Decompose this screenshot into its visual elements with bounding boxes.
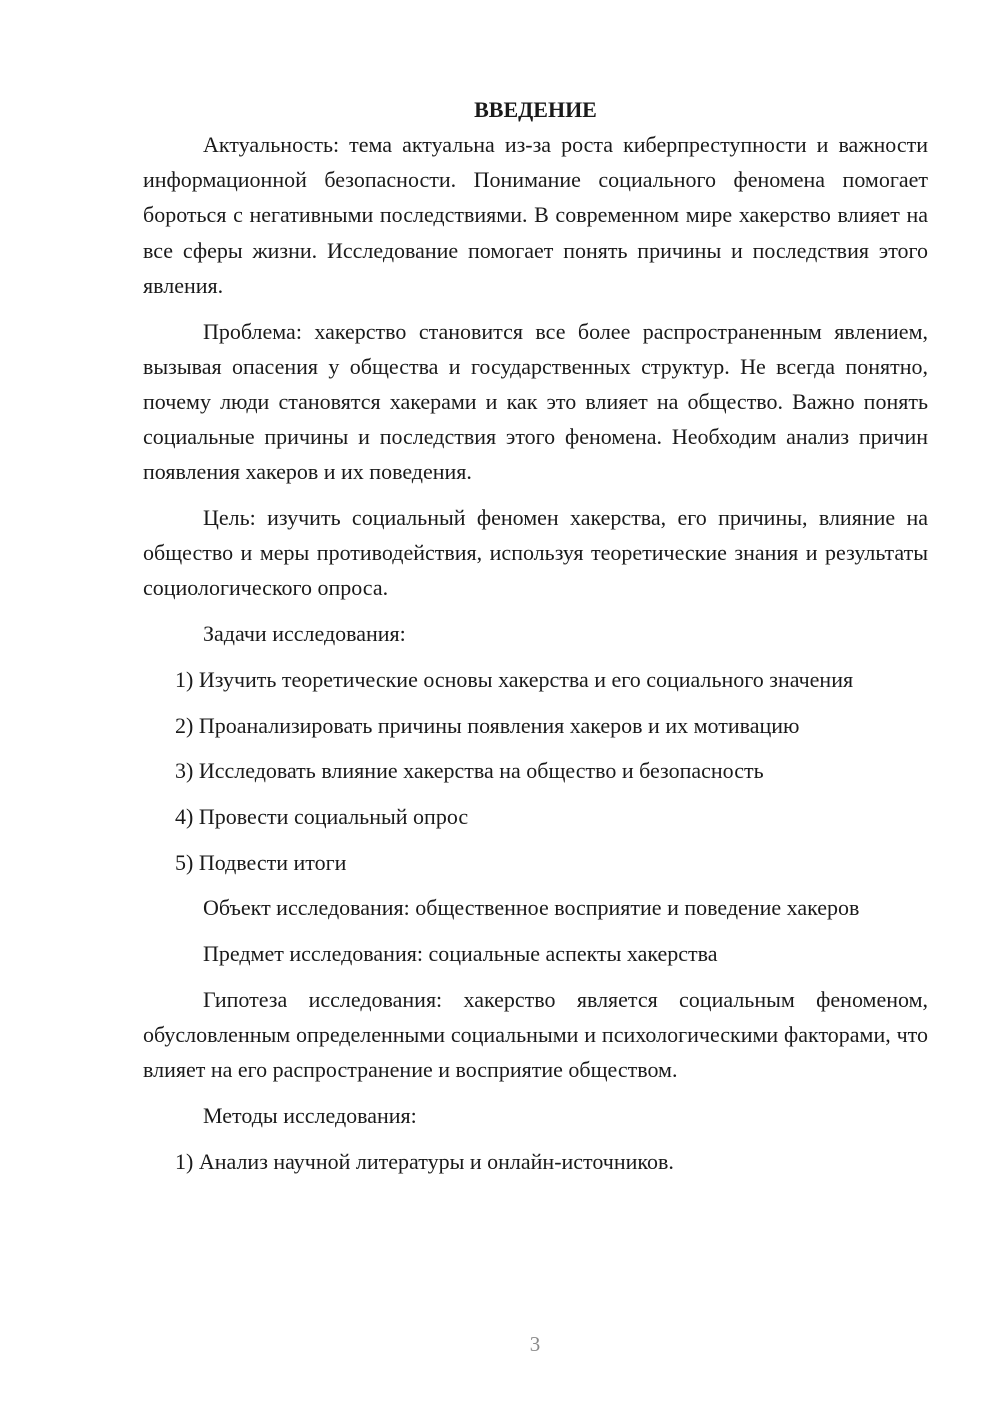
page-number: 3	[529, 1332, 541, 1356]
task-item-2: 2) Проанализировать причины появления хакеров и их мотивацию	[175, 712, 800, 738]
object-paragraph: Объект исследования: общественное восприятие и поведение хакеров	[203, 895, 860, 921]
task-item-3: 3) Исследовать влияние хакерства на общество и безопасность	[175, 758, 764, 784]
task-item-4: 4) Провести социальный опрос	[175, 803, 469, 829]
goal-paragraph: Цель: изучить социальный феномен хакерства, его причины, влияние на общество и меры противодействия, используя теоретические знания и результаты социологического опроса.	[143, 505, 928, 601]
subject-paragraph: Предмет исследования: социальные аспекты хакерства	[203, 941, 718, 967]
problem-paragraph: Проблема: хакерство становится все более распространенным явлением, вызывая опасения у общества и государственных структур. Не всегда понятно, почему люди становятся хакерами и как это влияет на общество. Важно понять социальные причины и последствия этого феномена. Необходим анализ причин появления хакеров и их поведения.	[143, 318, 928, 485]
relevance-paragraph: Актуальность: тема актуальна из-за роста киберпреступности и важности информационной безопасности. Понимание социального феномена помогает бороться с негативными последствиями. В современном мире хакерство влияет на все сферы жизни. Исследование помогает понять причины и последствия этого явления.	[143, 132, 928, 298]
methods-heading: Методы исследования:	[203, 1102, 417, 1128]
task-item-1: 1) Изучить теоретические основы хакерства и его социального значения	[175, 666, 854, 692]
hypothesis-paragraph: Гипотеза исследования: хакерство является социальным феноменом, обусловленным определенными социальными и психологическими факторами, что влияет на его распространение и восприятие обществом.	[143, 986, 928, 1083]
document-page	[143, 92, 928, 1189]
method-item-1: 1) Анализ научной литературы и онлайн-источников.	[175, 1148, 674, 1174]
section-title: ВВЕДЕНИЕ	[474, 97, 597, 122]
tasks-heading: Задачи исследования:	[203, 621, 406, 647]
task-item-5: 5) Подвести итоги	[175, 849, 347, 875]
